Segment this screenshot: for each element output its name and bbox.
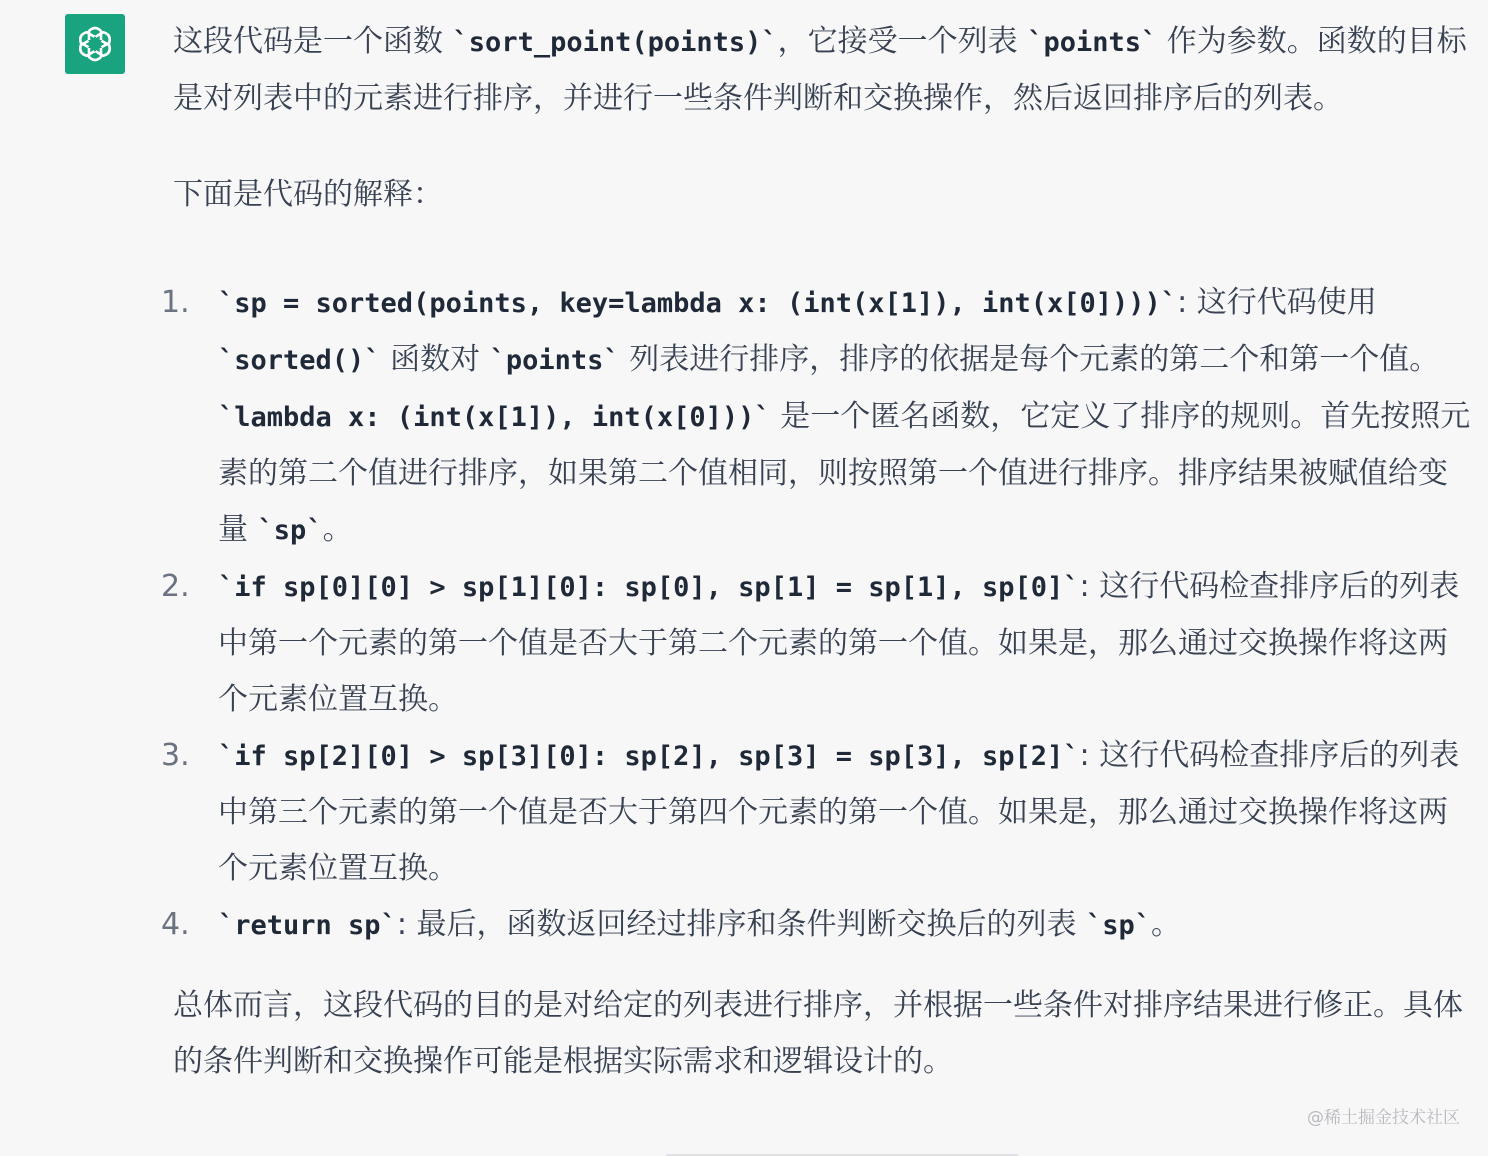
list-number: 4. bbox=[161, 907, 190, 942]
step-text: 。 bbox=[1151, 907, 1182, 942]
assistant-avatar bbox=[65, 14, 125, 74]
lead-paragraph: 下面是代码的解释： bbox=[173, 177, 443, 212]
inline-code: `if sp[0][0] > sp[1][0]: sp[0], sp[1] = sp[1], sp[0]` bbox=[218, 572, 1080, 603]
list-item bbox=[161, 275, 1473, 559]
inline-code: `lambda x: (int(x[1]), int(x[0]))` bbox=[218, 402, 771, 433]
assistant-message bbox=[161, 14, 1473, 1090]
inline-code: `points` bbox=[489, 345, 620, 376]
list-item bbox=[161, 559, 1473, 728]
watermark: @稀土掘金技术社区 bbox=[1307, 1108, 1460, 1128]
step-text: 是一个匿名函数，它定义了排序的规则。首先按照元素的第二个值进行排序，如果第二个值相同，则按照第一个值进行排序。排序结果被赋值给变量 bbox=[218, 399, 1471, 547]
intro-paragraph bbox=[173, 14, 1473, 127]
inline-code: `sp = sorted(points, key=lambda x: (int(x[1]), int(x[0])))` bbox=[218, 288, 1178, 319]
list-number: 3. bbox=[161, 738, 190, 773]
step-text: 函数对 bbox=[380, 342, 490, 377]
inline-code: `if sp[2][0] > sp[3][0]: sp[2], sp[3] = sp[3], sp[2]` bbox=[218, 741, 1080, 772]
intro-text: 这段代码是一个函数 bbox=[173, 24, 453, 59]
inline-code: `points` bbox=[1027, 27, 1158, 58]
explanation-list bbox=[161, 275, 1473, 954]
step-text: : 这行代码检查排序后的列表中第三个元素的第一个值是否大于第四个元素的第一个值。如果是，那么通过交换操作将这两个元素位置互换。 bbox=[218, 738, 1460, 886]
step-text: : 这行代码使用 bbox=[1177, 285, 1377, 320]
step-text: 。 bbox=[322, 512, 353, 547]
step-text: : 最后，函数返回经过排序和条件判断交换后的列表 bbox=[396, 907, 1086, 942]
intro-text: ，它接受一个列表 bbox=[777, 24, 1028, 59]
list-number: 1. bbox=[161, 285, 190, 320]
inline-code: `return sp` bbox=[218, 910, 397, 941]
list-number: 2. bbox=[161, 569, 190, 604]
summary-paragraph: 总体而言，这段代码的目的是对给定的列表进行排序，并根据一些条件对排序结果进行修正。具体的条件判断和交换操作可能是根据实际需求和逻辑设计的。 bbox=[173, 988, 1463, 1079]
inline-code: `sorted()` bbox=[218, 345, 381, 376]
inline-code: `sp` bbox=[257, 515, 323, 546]
openai-logo-icon bbox=[72, 21, 118, 67]
list-item bbox=[161, 897, 1473, 954]
step-text: : 这行代码检查排序后的列表中第一个元素的第一个值是否大于第二个元素的第一个值。如果是，那么通过交换操作将这两个元素位置互换。 bbox=[218, 569, 1460, 717]
intro-text: 作为参数。函数的目标是对列表中的元素进行排序，并进行一些条件判断和交换操作，然后返回排序后的列表。 bbox=[173, 24, 1467, 116]
inline-code: `sp` bbox=[1086, 910, 1152, 941]
inline-code: `sort_point(points)` bbox=[452, 27, 778, 58]
list-item bbox=[161, 728, 1473, 897]
step-text: 列表进行排序，排序的依据是每个元素的第二个和第一个值。 bbox=[619, 342, 1440, 377]
